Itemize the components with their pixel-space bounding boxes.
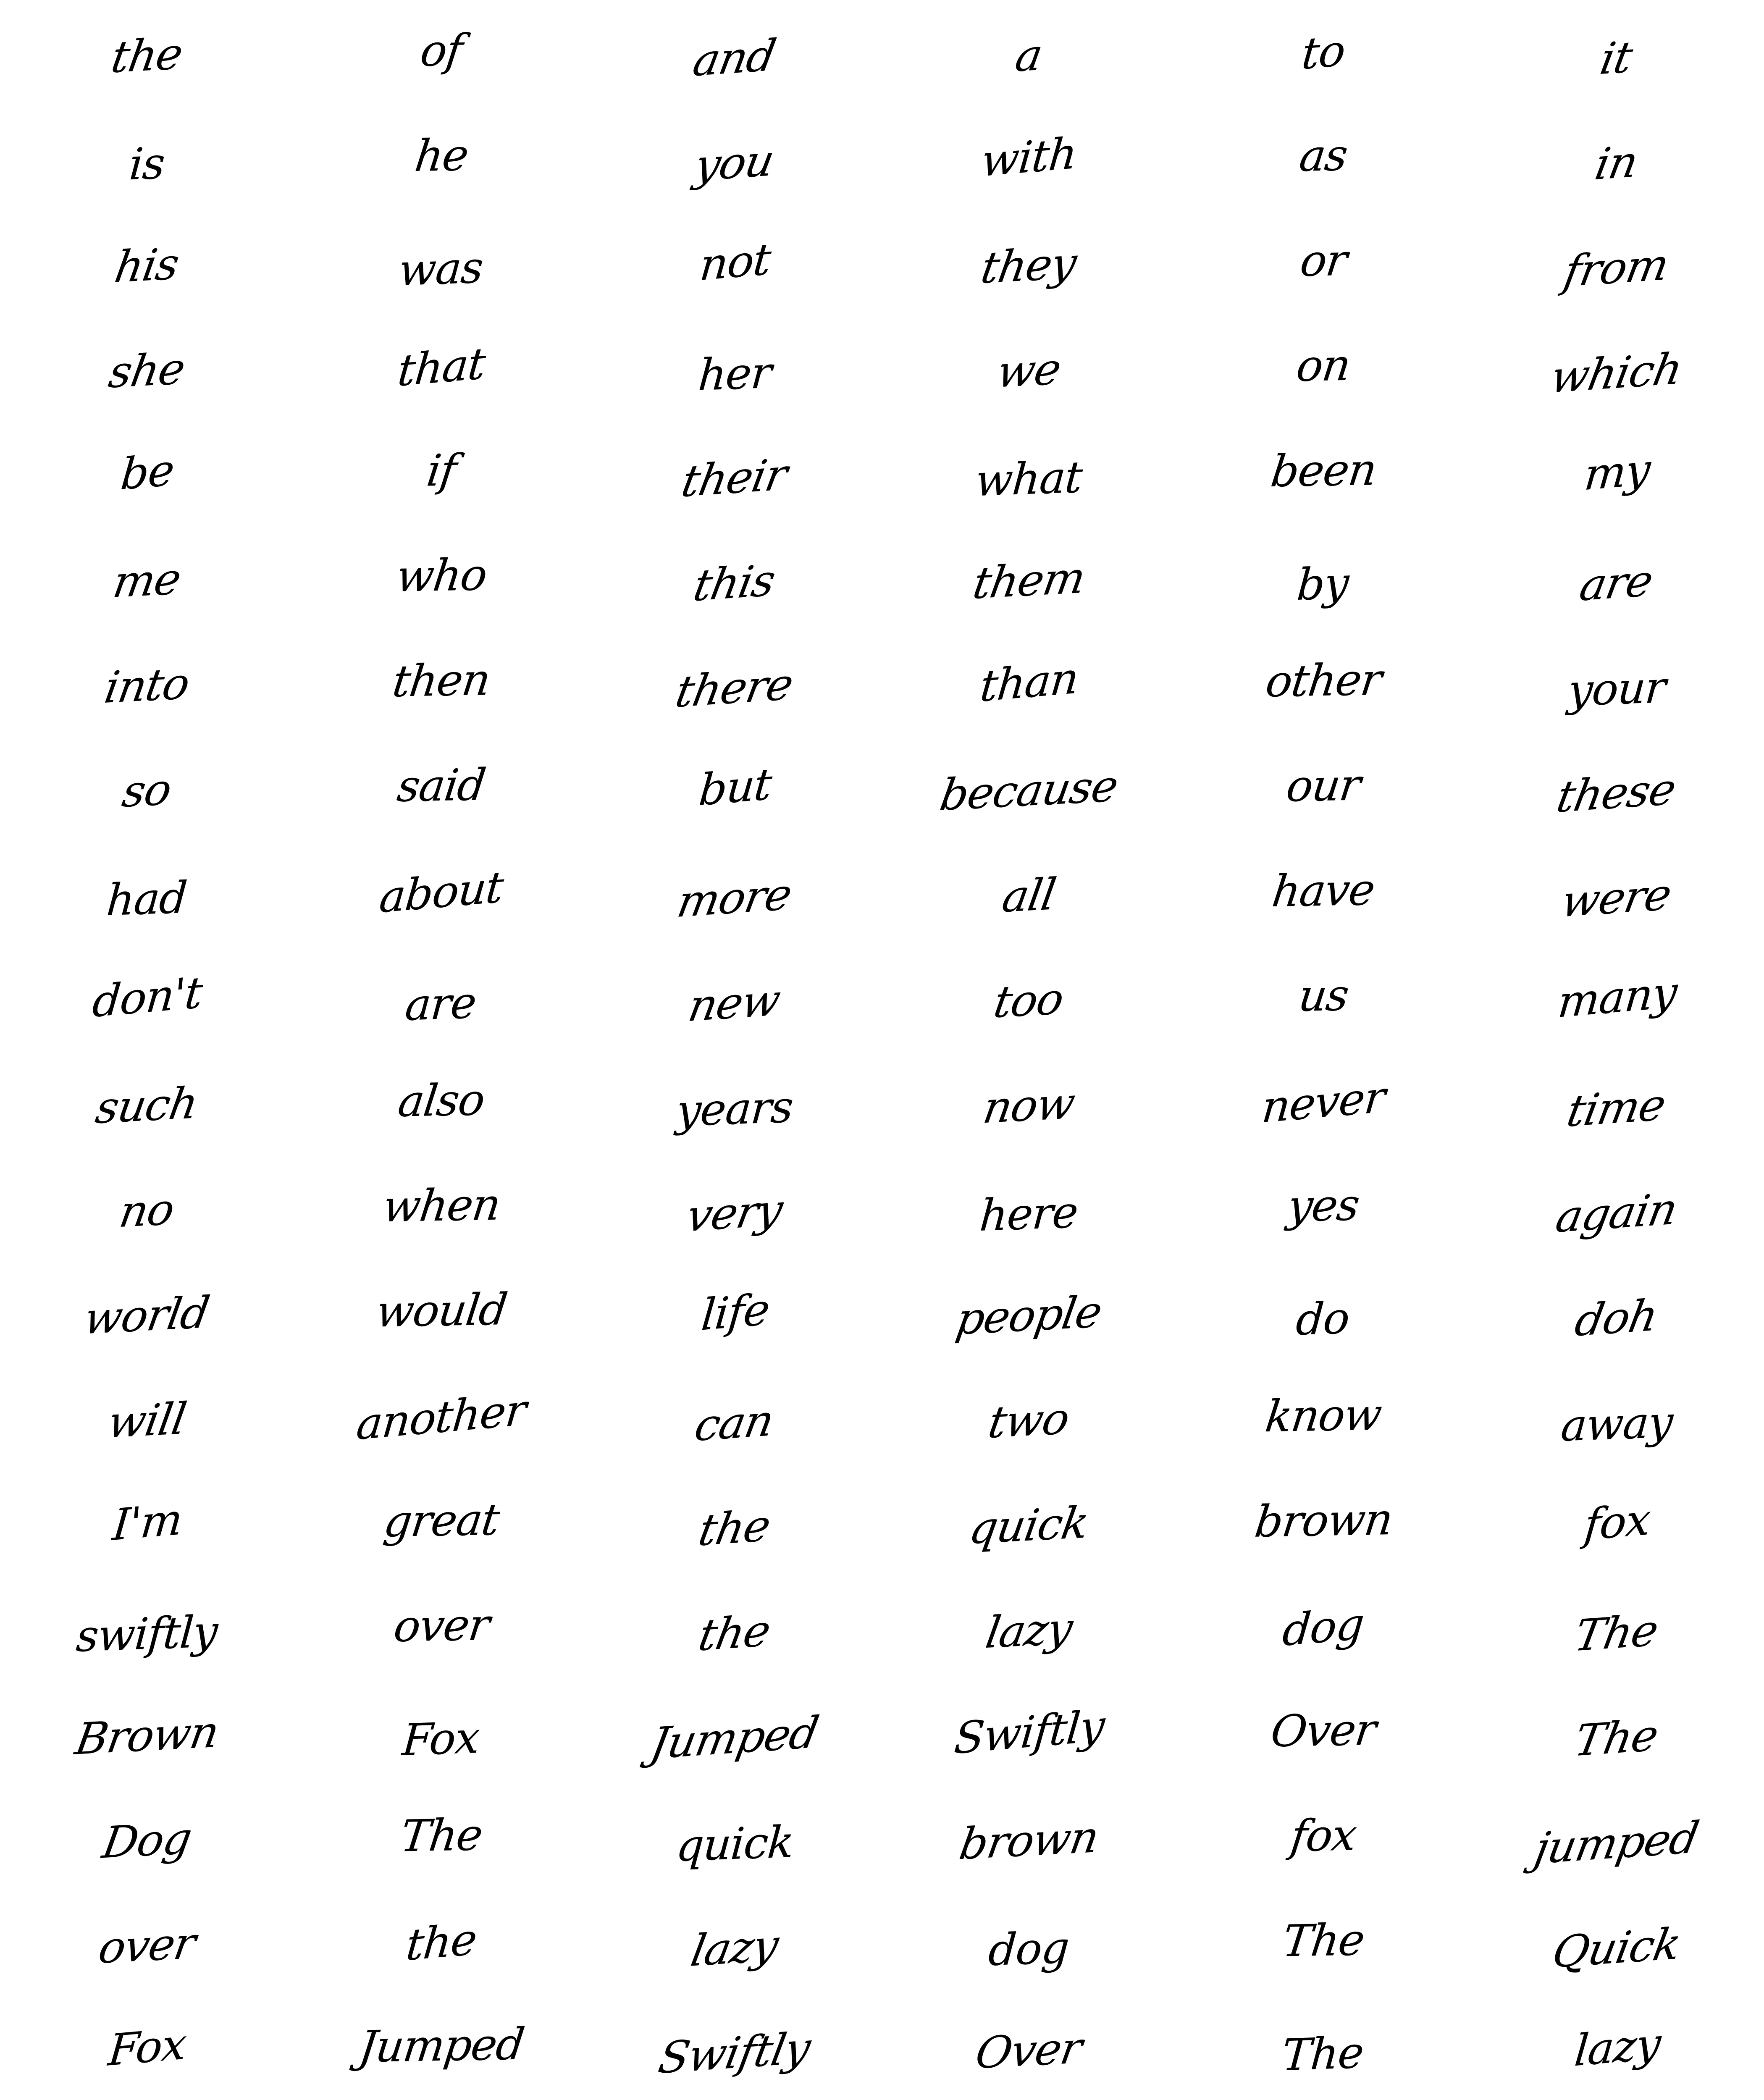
handwritten-word: Over — [972, 2022, 1085, 2079]
handwritten-word: be — [118, 444, 176, 500]
word-cell — [1176, 1890, 1470, 1995]
word-cell — [294, 1890, 588, 1995]
handwritten-word: you — [690, 134, 778, 192]
handwritten-word: them — [969, 552, 1088, 609]
word-cell — [0, 420, 294, 525]
handwritten-word: also — [395, 1074, 488, 1127]
word-cell — [294, 1680, 588, 1785]
word-cell — [1176, 1260, 1470, 1365]
word-cell — [0, 1260, 294, 1365]
handwritten-word: lazy — [687, 1919, 782, 1977]
handwritten-word: doh — [1571, 1289, 1662, 1347]
word-cell — [882, 1050, 1176, 1155]
word-cell — [294, 1470, 588, 1575]
handwritten-word: which — [1546, 343, 1686, 403]
word-cell — [1470, 1155, 1764, 1260]
word-cell — [882, 945, 1176, 1050]
handwritten-word: when — [380, 1179, 503, 1232]
word-cell — [588, 105, 882, 210]
word-cell — [294, 840, 588, 945]
word-cell — [294, 420, 588, 525]
word-cell — [1470, 420, 1764, 525]
handwritten-word: many — [1556, 966, 1679, 1028]
handwritten-word: away — [1559, 1396, 1674, 1452]
handwritten-word: know — [1263, 1389, 1384, 1442]
handwritten-word: such — [92, 1077, 202, 1134]
word-cell — [882, 630, 1176, 735]
handwritten-word: my — [1582, 444, 1652, 501]
handwritten-word: Quick — [1548, 1918, 1684, 1978]
word-cell — [882, 1155, 1176, 1260]
handwritten-word: me — [109, 553, 184, 608]
handwritten-word: been — [1268, 444, 1379, 497]
handwritten-word: his — [111, 238, 182, 293]
word-cell — [882, 1575, 1176, 1680]
word-cell — [882, 1365, 1176, 1470]
word-cell — [882, 1470, 1176, 1575]
word-cell — [0, 1680, 294, 1785]
word-cell — [294, 945, 588, 1050]
word-cell — [294, 1260, 588, 1365]
word-cell — [294, 525, 588, 630]
word-cell — [1470, 210, 1764, 315]
handwritten-word: but — [697, 758, 774, 816]
handwritten-word: life — [699, 1284, 771, 1341]
word-cell — [1470, 1575, 1764, 1680]
word-cell — [0, 840, 294, 945]
word-cell — [1470, 735, 1764, 840]
word-cell — [1470, 1050, 1764, 1155]
word-cell — [1176, 735, 1470, 840]
handwritten-word: the — [694, 1605, 774, 1661]
word-cell — [294, 210, 588, 315]
word-cell — [1176, 525, 1470, 630]
handwritten-word: world — [81, 1286, 213, 1344]
word-cell — [1470, 840, 1764, 945]
word-cell — [882, 525, 1176, 630]
word-cell — [882, 735, 1176, 840]
handwritten-word: I'm — [110, 1494, 184, 1551]
word-cell — [1470, 1785, 1764, 1890]
handwritten-word: said — [394, 759, 488, 812]
handwritten-word: Fox — [106, 2018, 188, 2076]
word-cell — [0, 1785, 294, 1890]
word-cell — [588, 1260, 882, 1365]
word-cell — [1470, 1890, 1764, 1995]
word-cell — [1470, 105, 1764, 210]
handwritten-word: Jumped — [356, 2018, 527, 2073]
word-cell — [1176, 1785, 1470, 1890]
handwritten-word: The — [1280, 2026, 1365, 2081]
word-cell — [882, 315, 1176, 420]
handwritten-word: all — [998, 868, 1059, 923]
word-cell — [588, 210, 882, 315]
word-cell — [0, 630, 294, 735]
word-cell — [588, 1575, 882, 1680]
handwritten-word: as — [1297, 129, 1350, 181]
word-cell — [0, 735, 294, 840]
handwritten-word: Dog — [99, 1812, 195, 1869]
word-cell — [0, 105, 294, 210]
handwritten-word: the — [108, 28, 186, 83]
handwritten-word: in — [1591, 136, 1641, 190]
word-cell — [0, 1050, 294, 1155]
handwritten-word: here — [978, 1186, 1079, 1242]
word-cell — [588, 1680, 882, 1785]
word-cell — [0, 1995, 294, 2100]
word-cell — [294, 1575, 588, 1680]
word-cell — [294, 630, 588, 735]
handwritten-word: don't — [90, 967, 204, 1027]
word-cell — [1176, 0, 1470, 105]
handwritten-word: people — [952, 1286, 1105, 1345]
handwritten-word: Brown — [71, 1706, 222, 1765]
word-cell — [1176, 1470, 1470, 1575]
handwritten-word: lazy — [982, 1602, 1076, 1659]
handwritten-word: who — [393, 549, 490, 602]
word-cell — [1470, 630, 1764, 735]
handwritten-word: about — [377, 861, 505, 923]
handwritten-word: very — [682, 1184, 786, 1242]
handwritten-word: do — [1294, 1292, 1351, 1346]
handwritten-word: can — [691, 1394, 778, 1452]
word-cell — [1470, 1680, 1764, 1785]
word-cell — [1176, 420, 1470, 525]
handwritten-word: more — [673, 868, 795, 928]
handwritten-word: swiftly — [74, 1606, 219, 1662]
word-cell — [882, 1890, 1176, 1995]
word-cell — [1176, 840, 1470, 945]
word-cell — [294, 315, 588, 420]
handwritten-word: have — [1269, 864, 1378, 917]
handwritten-word: with — [979, 127, 1079, 187]
handwritten-word: quick — [674, 1816, 795, 1872]
handwritten-word: The — [1570, 1604, 1662, 1662]
handwritten-word: into — [101, 657, 193, 714]
word-cell — [588, 0, 882, 105]
handwritten-word: than — [978, 652, 1080, 712]
word-cell — [588, 1470, 882, 1575]
word-cell — [0, 1365, 294, 1470]
handwritten-word: by — [1295, 557, 1350, 611]
handwritten-word: again — [1551, 1183, 1681, 1243]
handwritten-word: jumped — [1530, 1811, 1702, 1874]
word-cell — [1176, 630, 1470, 735]
word-cell — [588, 420, 882, 525]
word-cell — [294, 1785, 588, 1890]
word-cell — [1470, 1260, 1764, 1365]
handwritten-word: over — [95, 1917, 199, 1974]
handwritten-word: time — [1563, 1079, 1670, 1137]
handwritten-word: he — [412, 129, 471, 182]
handwritten-word: this — [690, 554, 779, 612]
handwritten-word: these — [1553, 763, 1680, 823]
word-cell — [294, 1050, 588, 1155]
word-cell — [294, 105, 588, 210]
word-cell — [1470, 1995, 1764, 2100]
handwritten-word: were — [1557, 869, 1675, 927]
word-cell — [1470, 945, 1764, 1050]
word-cell — [588, 840, 882, 945]
handwritten-word: now — [979, 1077, 1078, 1134]
handwritten-word: was — [397, 242, 484, 296]
handwritten-word: dog — [1280, 1598, 1366, 1656]
word-cell — [588, 525, 882, 630]
handwritten-word: over — [391, 1599, 492, 1652]
word-cell — [0, 1890, 294, 1995]
word-cell — [882, 0, 1176, 105]
word-cell — [882, 1785, 1176, 1890]
word-cell — [1176, 1575, 1470, 1680]
handwritten-word: your — [1566, 662, 1667, 716]
handwritten-word: Swiftly — [654, 2022, 814, 2084]
word-cell — [1176, 1365, 1470, 1470]
word-cell — [588, 630, 882, 735]
word-cell — [588, 1890, 882, 1995]
word-cell — [1470, 525, 1764, 630]
handwritten-word: too — [990, 973, 1067, 1028]
handwritten-word: so — [119, 764, 175, 817]
handwritten-word: other — [1263, 654, 1384, 707]
handwritten-word: Over — [1268, 1704, 1379, 1757]
word-cell — [588, 1365, 882, 1470]
word-cell — [1470, 1365, 1764, 1470]
handwritten-word: brown — [1252, 1494, 1395, 1547]
handwritten-word: The — [1280, 1914, 1367, 1967]
word-cell — [882, 1260, 1176, 1365]
handwritten-word: no — [116, 1183, 178, 1238]
handwritten-word: their — [677, 449, 791, 507]
word-cell — [1176, 1050, 1470, 1155]
handwritten-word: another — [354, 1384, 528, 1450]
handwritten-word: new — [684, 974, 784, 1032]
word-cell — [588, 1785, 882, 1890]
word-cell — [882, 840, 1176, 945]
word-cell — [1176, 945, 1470, 1050]
handwritten-word: it — [1596, 31, 1636, 85]
handwritten-word: or — [1297, 234, 1349, 286]
handwritten-word: and — [689, 29, 780, 87]
word-cell — [0, 525, 294, 630]
handwritten-word: what — [974, 451, 1084, 507]
word-cell — [882, 1680, 1176, 1785]
word-cell — [0, 210, 294, 315]
word-cell — [1470, 0, 1764, 105]
handwritten-word: Fox — [400, 1712, 481, 1766]
handwritten-word: there — [672, 658, 797, 718]
word-cell — [1176, 210, 1470, 315]
handwritten-word: will — [104, 1393, 189, 1448]
word-cell — [0, 945, 294, 1050]
word-cell — [0, 315, 294, 420]
handwritten-word: us — [1296, 969, 1351, 1022]
word-cell — [882, 210, 1176, 315]
word-cell — [0, 1155, 294, 1260]
handwritten-word: would — [373, 1284, 510, 1337]
handwritten-word: fox — [1288, 1809, 1359, 1862]
handwritten-word: quick — [966, 1496, 1092, 1554]
word-cell — [588, 1995, 882, 2100]
handwritten-word: never — [1260, 1071, 1387, 1133]
handwritten-word: brown — [956, 1811, 1102, 1870]
word-cell — [588, 735, 882, 840]
handwritten-word: the — [694, 1500, 774, 1556]
handwritten-word: years — [675, 1081, 795, 1137]
handwritten-word: she — [105, 343, 188, 398]
word-cell — [1176, 105, 1470, 210]
handwritten-word: not — [698, 234, 773, 291]
word-cell — [882, 105, 1176, 210]
word-cell — [1470, 315, 1764, 420]
handwritten-word: our — [1284, 759, 1363, 812]
handwritten-word: Jumped — [646, 1706, 822, 1769]
handwritten-word: her — [696, 347, 773, 401]
handwritten-word: Swiftly — [952, 1700, 1106, 1764]
word-cell — [294, 1995, 588, 2100]
word-cell — [294, 0, 588, 105]
word-cell — [1470, 1470, 1764, 1575]
handwritten-word: because — [936, 760, 1121, 821]
word-cell — [0, 1575, 294, 1680]
handwritten-word: from — [1560, 239, 1672, 297]
word-cell — [588, 1050, 882, 1155]
word-cell — [882, 420, 1176, 525]
word-cell — [1176, 1680, 1470, 1785]
handwritten-word: dog — [987, 1922, 1071, 1976]
handwritten-word: great — [381, 1494, 502, 1547]
handwritten-word: The — [398, 1809, 485, 1862]
handwritten-word: yes — [1285, 1179, 1362, 1232]
handwritten-word: that — [395, 338, 487, 396]
handwritten-word: we — [993, 343, 1064, 398]
word-cell — [1176, 315, 1470, 420]
word-cell — [588, 1155, 882, 1260]
handwritten-word: then — [390, 654, 493, 707]
handwritten-word: two — [984, 1393, 1073, 1448]
handwritten-word: to — [1299, 24, 1347, 80]
word-cell — [294, 1155, 588, 1260]
word-cell — [294, 1365, 588, 1470]
handwritten-word: are — [1576, 555, 1657, 611]
word-cell — [1176, 1155, 1470, 1260]
handwritten-word: a — [1012, 29, 1046, 82]
handwritten-word: of — [417, 24, 465, 76]
handwritten-word: had — [105, 872, 189, 926]
handwritten-word: lazy — [1572, 2018, 1662, 2076]
handwritten-word: they — [977, 237, 1080, 294]
handwritten-word: the — [404, 1914, 478, 1971]
word-cell — [0, 0, 294, 105]
word-cell — [1176, 1995, 1470, 2100]
handwritten-word: on — [1294, 339, 1353, 392]
handwritten-word: are — [403, 977, 478, 1031]
word-cell — [588, 945, 882, 1050]
word-cell — [294, 735, 588, 840]
handwritten-word: is — [127, 137, 166, 190]
handwritten-word: The — [1570, 1709, 1662, 1767]
word-cell — [588, 315, 882, 420]
handwritten-word: if — [424, 444, 459, 496]
word-cell — [882, 1995, 1176, 2100]
handwritten-word: fox — [1582, 1494, 1652, 1551]
word-cell — [0, 1470, 294, 1575]
